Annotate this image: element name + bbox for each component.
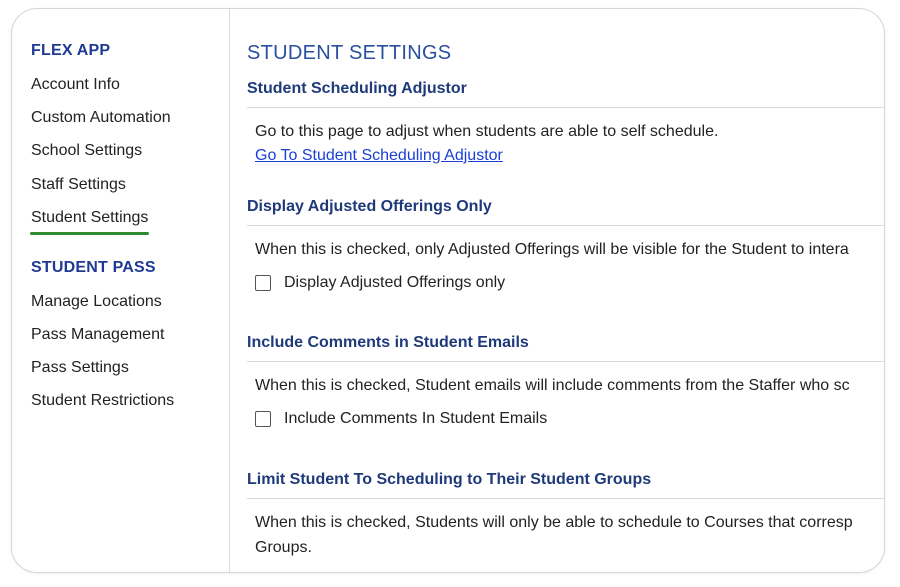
page-title: STUDENT SETTINGS bbox=[247, 42, 452, 64]
sidebar-item-account-info[interactable]: Account Info bbox=[31, 76, 120, 93]
sidebar-item-student-restrictions[interactable]: Student Restrictions bbox=[31, 392, 175, 409]
sidebar-item-pass-settings[interactable]: Pass Settings bbox=[31, 359, 129, 376]
sidebar-item-student-settings[interactable]: Student Settings bbox=[31, 209, 149, 226]
checkbox-label: Display Adjusted Offerings only bbox=[284, 274, 506, 291]
setting-description: Go to this page to adjust when students are able to self schedule. bbox=[255, 123, 719, 140]
setting-description-line-2: Groups. bbox=[255, 539, 312, 556]
sidebar-item-manage-locations[interactable]: Manage Locations bbox=[31, 293, 162, 310]
sidebar-section-flex-app: FLEX APP bbox=[31, 42, 111, 59]
setting-include-comments bbox=[247, 334, 884, 428]
sidebar-section-student-pass: STUDENT PASS bbox=[31, 259, 156, 276]
sidebar-item-school-settings[interactable]: School Settings bbox=[31, 142, 143, 159]
main-content bbox=[230, 9, 884, 572]
display-adjusted-offerings-toggle[interactable] bbox=[255, 274, 884, 292]
include-comments-checkbox[interactable] bbox=[255, 411, 271, 427]
setting-description-line-1: When this is checked, Students will only be able to schedule to Courses that corresp bbox=[255, 514, 853, 531]
display-adjusted-offerings-checkbox[interactable] bbox=[255, 275, 271, 291]
sidebar-item-pass-management[interactable]: Pass Management bbox=[31, 326, 165, 343]
app-window bbox=[11, 8, 885, 573]
setting-heading: Include Comments in Student Emails bbox=[247, 334, 884, 362]
checkbox-label: Include Comments In Student Emails bbox=[284, 410, 548, 427]
sidebar-item-staff-settings[interactable]: Staff Settings bbox=[31, 176, 126, 193]
setting-description: When this is checked, only Adjusted Offerings will be visible for the Student to intera bbox=[255, 241, 849, 258]
sidebar bbox=[12, 9, 230, 572]
setting-student-scheduling-adjustor bbox=[247, 80, 884, 165]
sidebar-item-custom-automation[interactable]: Custom Automation bbox=[31, 109, 171, 126]
setting-heading: Display Adjusted Offerings Only bbox=[247, 198, 884, 226]
setting-description: When this is checked, Student emails will include comments from the Staffer who sc bbox=[255, 377, 850, 394]
setting-description bbox=[255, 510, 884, 560]
setting-display-adjusted-offerings bbox=[247, 198, 884, 292]
include-comments-toggle[interactable] bbox=[255, 410, 884, 428]
go-to-scheduling-adjustor-link[interactable]: Go To Student Scheduling Adjustor bbox=[255, 147, 503, 164]
setting-heading: Student Scheduling Adjustor bbox=[247, 80, 884, 108]
setting-heading: Limit Student To Scheduling to Their Student Groups bbox=[247, 471, 884, 499]
setting-limit-student-groups bbox=[247, 471, 884, 560]
